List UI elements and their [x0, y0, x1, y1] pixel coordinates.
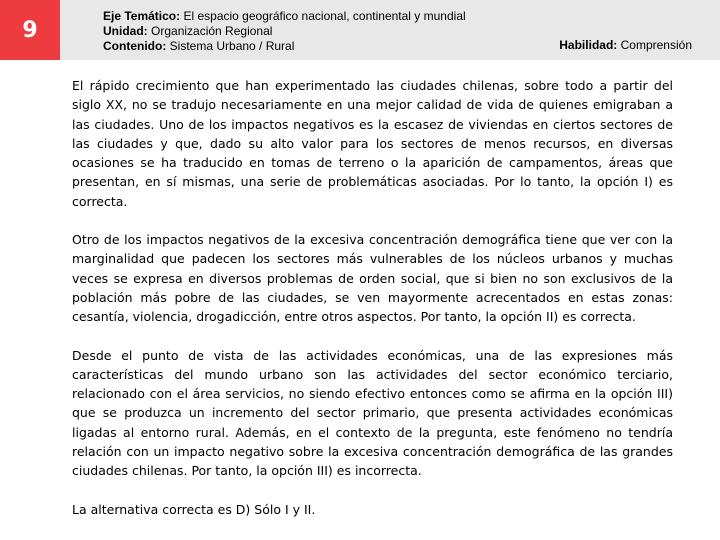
content-line [103, 39, 466, 54]
skill-line [559, 38, 692, 53]
theme-line [103, 9, 466, 24]
paragraph-option-3: Desde el punto de vista de las actividades económicas, una de las expresiones más características del mundo urbano son las actividades del sector económico terciario, relacionado con el área servicios, no siendo efectivo entonces como se afirma en la opción III) que se produzca un incremento del sector primario, que presenta actividades económicas ligadas al entorno rural. Además, en el contexto de la pregunta, este fenómeno no tendría relación con un impacto negativo sobre la excesiva concentración demográfica de las grandes ciudades chilenas. Por tanto, la opción III) es incorrecta. [72, 347, 673, 479]
question-number: 9 [22, 17, 38, 43]
answer-statement: La alternativa correcta es D) Sólo I y II. [72, 501, 316, 517]
unit-line [103, 24, 466, 39]
explanation-body [72, 76, 673, 519]
unit-value: Organización Regional [151, 24, 273, 38]
skill-label: Habilidad: [559, 38, 618, 52]
question-number-box [0, 0, 60, 60]
theme-value: El espacio geográfico nacional, continental y mundial [183, 9, 466, 23]
content-label: Contenido: [103, 39, 167, 53]
content-value: Sistema Urbano / Rural [169, 39, 295, 53]
unit-label: Unidad: [103, 24, 148, 38]
paragraph-option-2: Otro de los impactos negativos de la excesiva concentración demográfica tiene que ver con la marginalidad que padecen los sectores más vulnerables de los núcleos urbanos y muchas veces se expresa en diversos problemas de orden social, que si bien no son exclusivos de la población más pobre de las ciudades, se ven mayormente acrecentados en estas zonas: cesantía, violencia, drogadicción, entre otros aspectos. Por tanto, la opción II) es correcta. [72, 232, 673, 325]
theme-label: Eje Temático: [103, 9, 181, 23]
skill-value: Comprensión [620, 38, 692, 52]
question-metadata [103, 9, 466, 54]
header-bar [0, 0, 720, 60]
paragraph-option-1: El rápido crecimiento que han experimentado las ciudades chilenas, sobre todo a partir del siglo XX, no se tradujo necesariamente en una mejor calidad de vida de quienes emigraban a las ciudades. Uno de los impactos negativos es la escasez de viviendas en ciertos sectores de las ciudades y que, dado su alto valor para los sectores de menos recursos, en diversas ocasiones se ha traducido en tomas de terreno o la aparición de campamentos, áreas que presentan, en sí mismas, una serie de problemáticas asociadas. Por lo tanto, la opción I) es correcta. [72, 78, 673, 209]
